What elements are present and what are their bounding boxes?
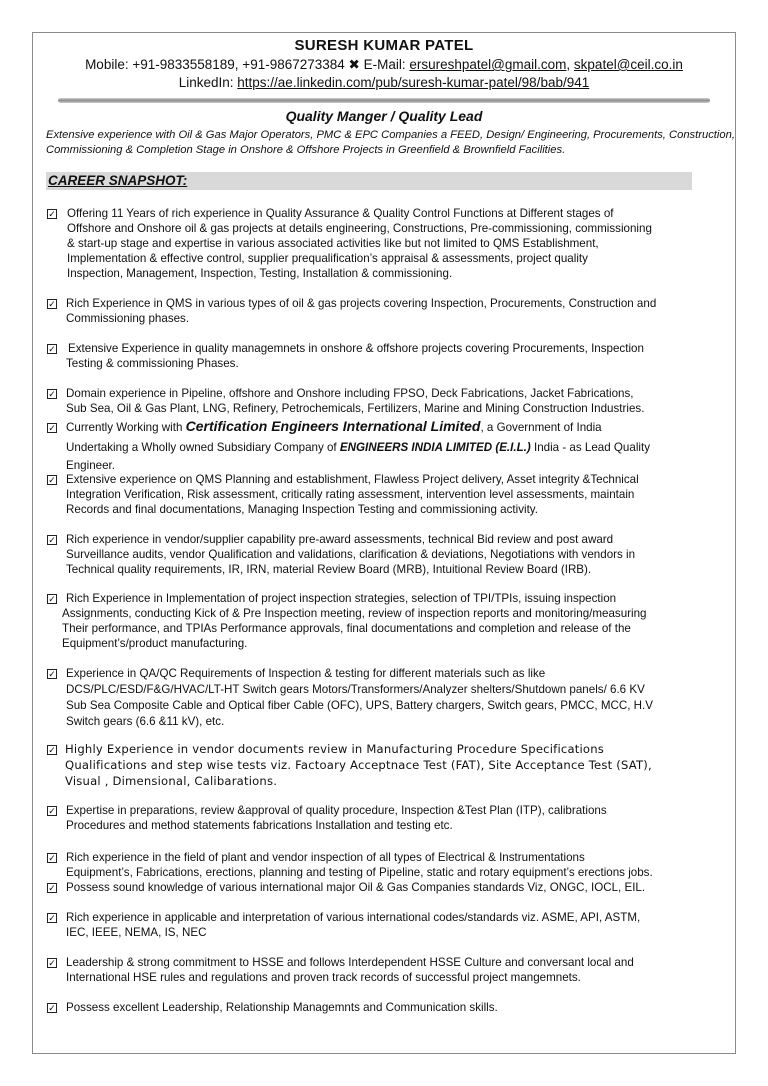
checked-checkbox-icon: ✓: [48, 883, 56, 893]
bullet-text-line: Domain experience in Pipeline, offshore and Onshore including FPSO, Deck Fabrications, Jacket Fabrications,: [66, 387, 634, 400]
bullet-text-line: Surveillance audits, vendor Qualification and validations, clarification & deviations, Negotiations with vendors in: [66, 548, 636, 561]
bullet-text-line: Sub Sea Composite Cable and Optical fiber Cable (OFC), UPS, Battery chargers, Switch gears, PMCC, MCC, H.V: [66, 699, 653, 712]
contact-line: [0, 57, 768, 73]
checked-checkbox-icon: ✓: [48, 209, 56, 219]
bullet-text-line: Integration Verification, Risk assessment, critically rating assessment, intervention level assessments, maintain: [66, 488, 635, 501]
employer-descriptor: , a Government of India: [480, 421, 602, 434]
checked-checkbox-icon: ✓: [48, 594, 56, 604]
bullet-text-line: Rich experience in the field of plant and vendor inspection of all types of Electrical & Instrumentations: [66, 851, 585, 864]
mail-icon: ✖: [348, 57, 360, 72]
bullet-text-line: Extensive Experience in quality managemnets in onshore & offshore projects covering Procurements, Inspection: [68, 342, 644, 355]
parent-company-name: ENGINEERS INDIA LIMITED (E.I.L.): [339, 441, 531, 454]
bullet-text-line: Their performance, and TPIAs Performance approvals, final documentations and completion and release of the: [62, 622, 631, 635]
bullet-text-line: Engineer.: [66, 459, 115, 472]
linkedin-link[interactable]: https://ae.linkedin.com/pub/suresh-kumar-patel/98/bab/941: [237, 75, 590, 90]
checked-checkbox-icon: ✓: [48, 1003, 56, 1013]
bullet-text-line: Sub Sea, Oil & Gas Plant, LNG, Refinery, Petrochemicals, Fertilizers, Marine and Mining Construction Industries.: [66, 402, 645, 415]
bullet-text-line: Procedures and method statements fabrications Installation and testing etc.: [66, 819, 453, 832]
subsidiary-intro: Undertaking a Wholly owned Subsidiary Company of: [66, 441, 340, 454]
bullet-text-line: International HSE rules and regulations and proven track records of successful project mangemnets.: [66, 971, 581, 984]
bullet-text-line: Rich experience in applicable and interpretation of various international codes/standards viz. ASME, API, ASTM,: [66, 911, 641, 924]
checked-checkbox-icon: ✓: [48, 299, 56, 309]
bullet-text-line: Records and final documentations, Managing Inspection Testing and commissioning activity.: [66, 503, 538, 516]
bullet-text-line: Equipment’s, Fabrications, erections, planning and testing of Pipeline, static and rotary equipment’s erections jobs.: [66, 866, 653, 879]
checked-checkbox-icon: ✓: [48, 853, 56, 863]
current-employer-name: Certification Engineers International Limited: [185, 418, 481, 434]
current-employer-intro: Currently Working with: [66, 421, 186, 434]
bullet-text-line: Equipment’s/product manufacturing.: [62, 637, 248, 650]
email-label: E-Mail:: [359, 57, 410, 72]
bullet-text-line: Commissioning phases.: [66, 312, 190, 325]
bullet-text-line: Assignments, conducting Kick of & Pre Inspection meeting, review of inspection reports and monitoring/measuring: [62, 607, 647, 620]
checked-checkbox-icon: ✓: [48, 745, 56, 755]
checked-checkbox-icon: ✓: [48, 423, 56, 433]
bullet-text-line: Possess sound knowledge of various international major Oil & Gas Companies standards Viz, ONGC, IOCL, EIL.: [66, 881, 646, 894]
bullet-text-line: Testing & commissioning Phases.: [66, 357, 239, 370]
section-heading-career-snapshot: CAREER SNAPSHOT:: [46, 172, 692, 190]
checked-checkbox-icon: ✓: [48, 475, 56, 485]
job-role-title: Quality Manger / Quality Lead: [285, 108, 483, 124]
checked-checkbox-icon: ✓: [48, 669, 56, 679]
bullet-text-line: DCS/PLC/ESD/F&G/HVAC/LT-HT Switch gears Motors/Transformers/Analyzer shelters/Shutdown panels/ 6.6 KV: [66, 683, 645, 696]
checked-checkbox-icon: ✓: [48, 344, 56, 354]
bullet-text-line: Visual , Dimensional, Calibarations.: [65, 774, 278, 788]
bullet-text-line: Highly Experience in vendor documents review in Manufacturing Procedure Specifications: [65, 742, 605, 756]
bullet-text-line: Qualifications and step wise tests viz. Factoary Acceptnace Test (FAT), Site Acceptance Test (SAT),: [65, 758, 652, 772]
bullet-text-line: Possess excellent Leadership, Relationship Managemnts and Communication skills.: [66, 1001, 498, 1014]
bullet-text-line: Experience in QA/QC Requirements of Inspection & testing for different materials such as like: [66, 667, 546, 680]
bullet-text-line: Expertise in preparations, review &approval of quality procedure, Inspection &Test Plan (ITP), calibrations: [66, 804, 607, 817]
bullet-text-line: Extensive experience on QMS Planning and establishment, Flawless Project delivery, Asset integrity &Technical: [66, 473, 639, 486]
bullet-text-line: Rich Experience in Implementation of project inspection strategies, selection of TPI/TPIs, issuing inspection: [66, 592, 617, 605]
checked-checkbox-icon: ✓: [48, 913, 56, 923]
mobile-numbers: Mobile: +91-9833558189, +91-9867273384: [85, 57, 349, 72]
bullet-text-line: Technical quality requirements, IR, IRN, material Review Board (MRB), Intuitional Review Board (IRB).: [66, 563, 592, 576]
position-held: India - as Lead Quality: [530, 441, 650, 454]
bullet-text-line: Rich experience in vendor/supplier capability pre-award assessments, technical Bid review and post award: [66, 533, 614, 546]
linkedin-line: [0, 75, 768, 90]
bullet-text-line: IEC, IEEE, NEMA, IS, NEC: [66, 926, 207, 939]
checked-checkbox-icon: ✓: [48, 806, 56, 816]
profile-summary: Extensive experience with Oil & Gas Major Operators, PMC & EPC Companies a FEED, Design/ Engineering, Procurements, Construction, Commissioning & Completion Stage in Onshore & Offshore Projects in Greenfield & Brownfield Facilities.: [46, 129, 735, 156]
checked-checkbox-icon: ✓: [48, 958, 56, 968]
header-divider: [58, 98, 710, 103]
linkedin-label: LinkedIn:: [178, 75, 238, 90]
bullet-text-line: Rich Experience in QMS in various types of oil & gas projects covering Inspection, Procurements, Construction and: [66, 297, 657, 310]
bullet-text-line: Offshore and Onshore oil & gas projects at details engineering, Constructions, Pre-commissioning, commissioning: [67, 222, 652, 235]
candidate-name: SURESH KUMAR PATEL: [294, 37, 474, 54]
bullet-text-line: Inspection, Management, Inspection, Testing, Installation & commissioning.: [67, 267, 453, 280]
bullet-text-line: Offering 11 Years of rich experience in Quality Assurance & Quality Control Functions at Different stages of: [67, 207, 614, 220]
email-link-primary[interactable]: ersureshpatel@gmail.com: [409, 57, 567, 72]
bullet-text-line: Switch gears (6.6 &11 kV), etc.: [66, 715, 225, 728]
bullet-text-line: [66, 440, 650, 455]
bullet-text-line: Implementation & effective control, supplier prequalification’s appraisal & assessments, project quality: [67, 252, 588, 265]
bullet-text-line: Leadership & strong commitment to HSSE and follows Interdependent HSSE Culture and conversant local and: [66, 956, 634, 969]
checked-checkbox-icon: ✓: [48, 389, 56, 399]
email-link-secondary[interactable]: skpatel@ceil.co.in: [573, 57, 683, 72]
email-separator: ,: [566, 57, 574, 72]
checked-checkbox-icon: ✓: [48, 535, 56, 545]
bullet-text-line: & start-up stage and expertise in various associated activities like but not limited to QMS Establishment,: [67, 237, 599, 250]
bullet-text-line: [66, 419, 602, 435]
